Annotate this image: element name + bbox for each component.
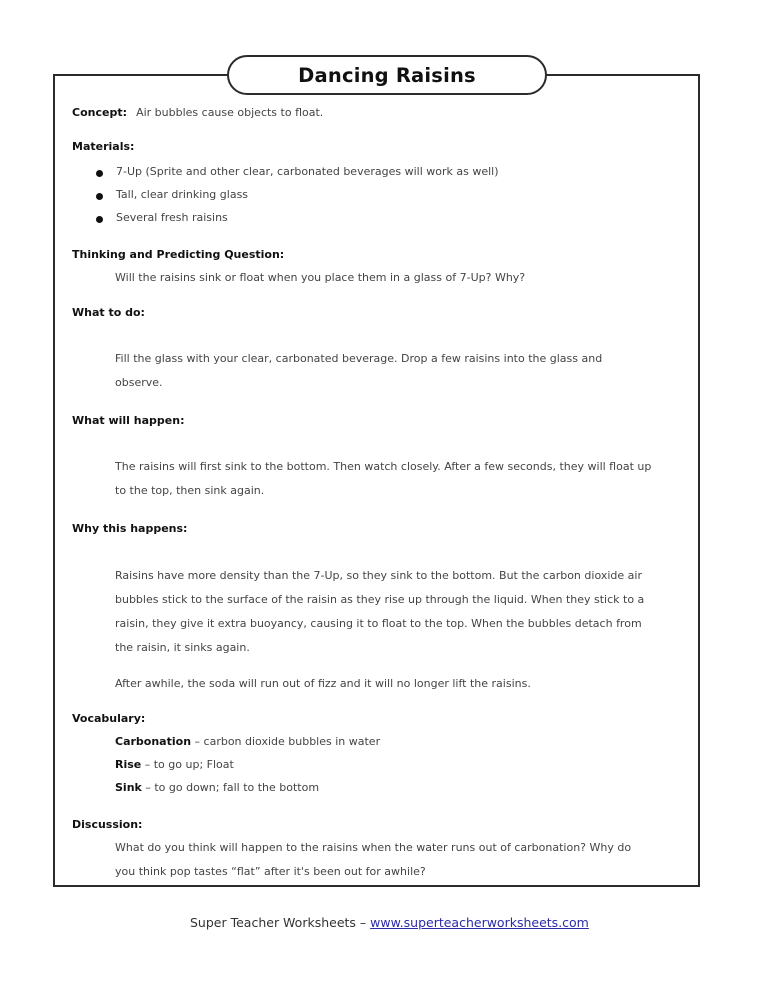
vocab-term: Sink <box>115 781 142 794</box>
vocab-item <box>115 735 380 748</box>
why-line: the raisin, it sinks again. <box>115 641 250 654</box>
why-line: raisin, they give it extra buoyancy, causing it to float to the top. When the bubbles detach from <box>115 617 642 630</box>
concept-text: Air bubbles cause objects to float. <box>136 106 324 119</box>
why-line: Raisins have more density than the 7-Up, so they sink to the bottom. But the carbon dioxide air <box>115 569 642 582</box>
why-label: Why this happens: <box>72 522 188 535</box>
footer-text: Super Teacher Worksheets – <box>190 915 371 930</box>
question-label: Thinking and Predicting Question: <box>72 248 285 261</box>
what-to-do-label: What to do: <box>72 306 145 319</box>
vocab-definition: – to go down; fall to the bottom <box>141 781 320 794</box>
why-line: bubbles stick to the surface of the raisin as they rise up through the liquid. When they stick to a <box>115 593 645 606</box>
what-will-happen-label: What will happen: <box>72 414 185 427</box>
vocab-term: Carbonation <box>115 735 192 748</box>
vocab-term: Rise <box>115 758 142 771</box>
discussion-line: you think pop tastes “flat” after it's been out for awhile? <box>115 865 426 878</box>
what-to-do-line: observe. <box>115 376 163 389</box>
footer-link[interactable]: www.superteacherworksheets.com <box>370 915 589 930</box>
page-title: Dancing Raisins <box>298 63 476 87</box>
materials-item: 7-Up (Sprite and other clear, carbonated beverages will work as well) <box>116 165 499 178</box>
discussion-label: Discussion: <box>72 818 143 831</box>
bullet-icon <box>96 193 103 200</box>
question-text: Will the raisins sink or float when you place them in a glass of 7-Up? Why? <box>115 271 526 284</box>
materials-label: Materials: <box>72 140 135 153</box>
why-paragraph-2: After awhile, the soda will run out of fizz and it will no longer lift the raisins. <box>115 677 531 690</box>
bullet-icon <box>96 170 103 177</box>
bullet-icon <box>96 216 103 223</box>
materials-item: Several fresh raisins <box>116 211 228 224</box>
what-to-do-line: Fill the glass with your clear, carbonated beverage. Drop a few raisins into the glass and <box>115 352 603 365</box>
discussion-line: What do you think will happen to the raisins when the water runs out of carbonation? Why do <box>115 841 632 854</box>
vocab-definition: – carbon dioxide bubbles in water <box>191 735 381 748</box>
vocab-item <box>115 758 234 771</box>
concept-label: Concept: <box>72 106 127 119</box>
what-will-happen-line: to the top, then sink again. <box>115 484 265 497</box>
concept-row <box>72 101 323 120</box>
vocab-definition: – to go up; Float <box>141 758 234 771</box>
vocabulary-label: Vocabulary: <box>72 712 146 725</box>
what-will-happen-line: The raisins will first sink to the bottom. Then watch closely. After a few seconds, they will float up <box>115 460 652 473</box>
footer <box>190 915 589 930</box>
materials-item: Tall, clear drinking glass <box>116 188 249 201</box>
vocab-item <box>115 781 319 794</box>
title-banner <box>227 55 547 95</box>
